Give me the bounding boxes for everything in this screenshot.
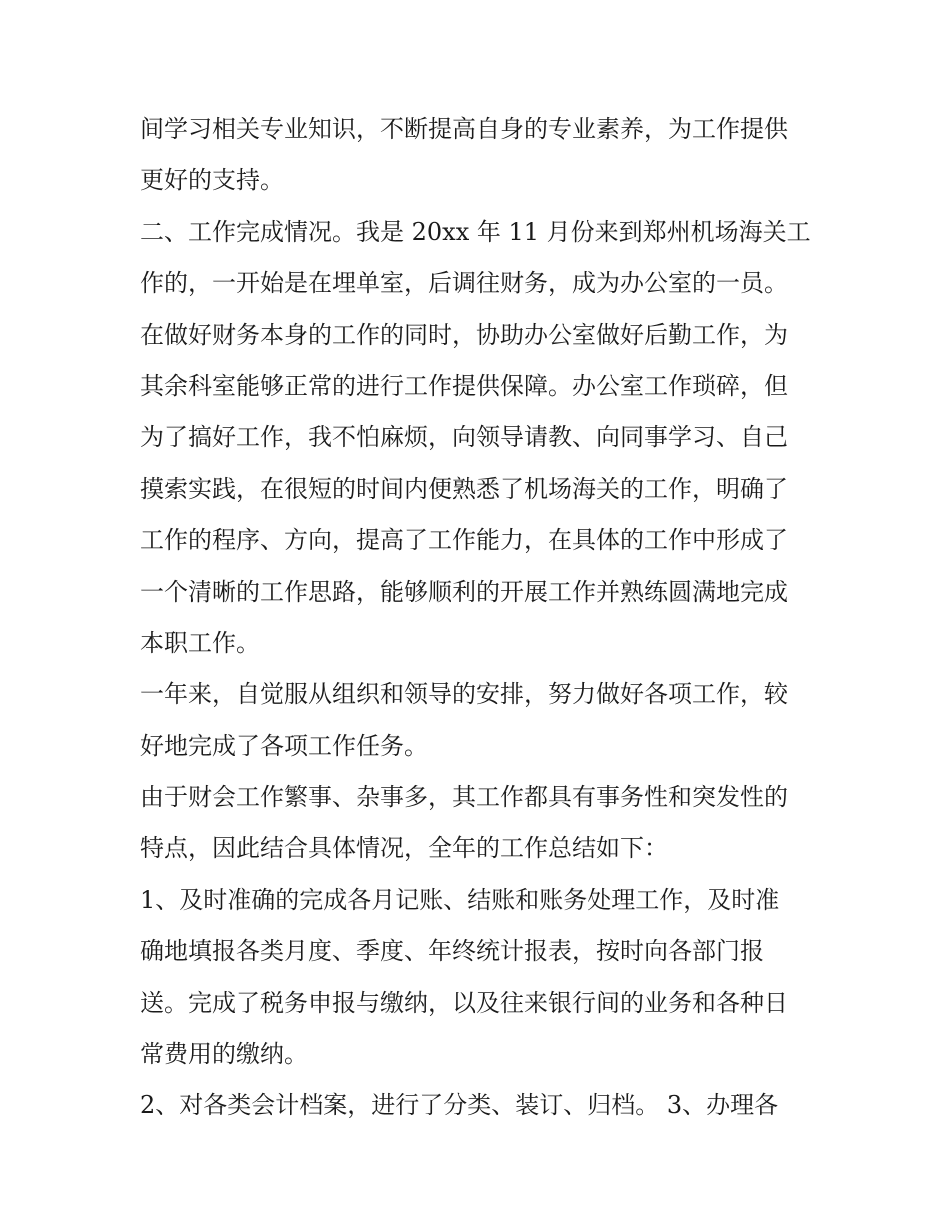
text-line: 由于财会工作繁事、杂事多，其工作都具有事务性和突发性的 (140, 783, 788, 812)
text-line: 1、及时准确的完成各月记账、结账和账务处理工作，及时准 (140, 885, 780, 914)
text-line: 送。完成了税务申报与缴纳，以及往来银行间的业务和各种日 (140, 988, 788, 1017)
text-line: 一年来，自觉服从组织和领导的安排，努力做好各项工作，较 (140, 680, 788, 709)
text-line: 好地完成了各项工作任务。 (140, 731, 428, 760)
text-line: 在做好财务本身的工作的同时，协助办公室做好后勤工作，为 (140, 320, 788, 349)
text-line: 其余科室能够正常的进行工作提供保障。办公室工作琐碎，但 (140, 371, 788, 400)
text-line: 一个清晰的工作思路，能够顺利的开展工作并熟练圆满地完成 (140, 577, 788, 606)
text-line: 2、对各类会计档案，进行了分类、装订、归档。 3、办理各 (140, 1091, 779, 1120)
text-line: 作的，一开始是在埋单室，后调往财务，成为办公室的一员。 (140, 269, 788, 298)
text-line: 工作的程序、方向，提高了工作能力，在具体的工作中形成了 (140, 526, 788, 555)
text-line: 摸索实践，在很短的时间内便熟悉了机场海关的工作，明确了 (140, 474, 788, 503)
text-line: 二、工作完成情况。我是 20xx 年 11 月份来到郑州机场海关工 (140, 217, 811, 246)
text-line: 间学习相关专业知识，不断提高自身的专业素养，为工作提供 (140, 115, 788, 143)
text-line: 特点，因此结合具体情况，全年的工作总结如下： (140, 834, 668, 863)
text-line: 确地填报各类月度、季度、年终统计报表，按时向各部门报 (140, 937, 764, 966)
document-body (140, 104, 820, 1132)
text-line: 本职工作。 (140, 628, 260, 657)
text-line: 更好的支持。 (140, 166, 284, 195)
text-line: 常费用的缴纳。 (140, 1040, 308, 1069)
text-line: 为了搞好工作，我不怕麻烦，向领导请教、向同事学习、自己 (140, 423, 788, 452)
